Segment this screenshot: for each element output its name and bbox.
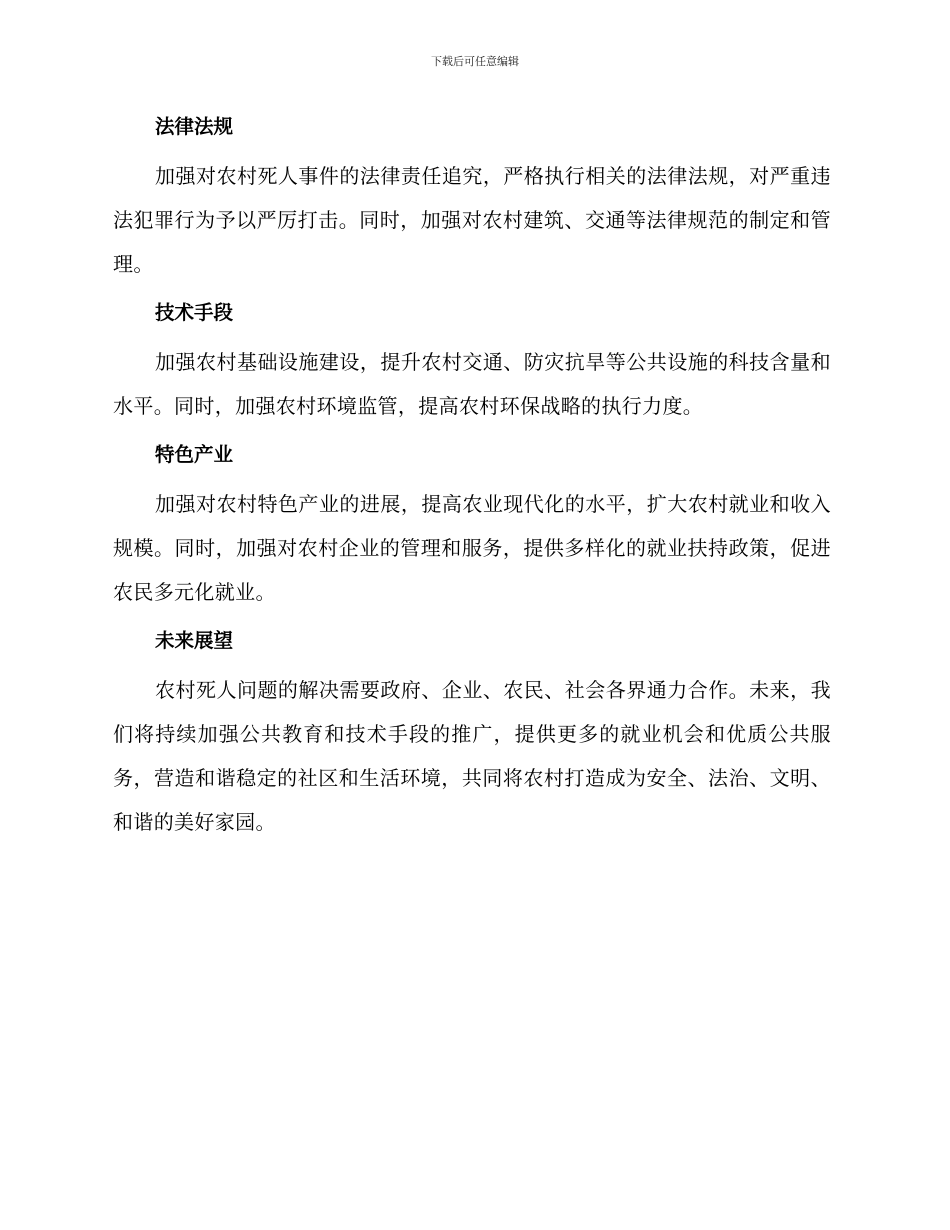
section-legal — [113, 108, 831, 286]
section-heading: 未来展望 — [155, 629, 234, 652]
section-paragraph: 农村死人问题的解决需要政府、企业、农民、社会各界通力合作。未来，我们将持续加强公共教育和技术手段的推广，提供更多的就业机会和优质公共服务，营造和谐稳定的社区和生活环境，共同将农村打造成为安全、法治、文明、和谐的美好家园。 — [113, 678, 831, 834]
section-technology — [113, 294, 831, 428]
section-outlook — [113, 622, 831, 844]
section-paragraph: 加强对农村死人事件的法律责任追究，严格执行相关的法律法规，对严重违法犯罪行为予以严厉打击。同时，加强对农村建筑、交通等法律规范的制定和管理。 — [113, 164, 831, 276]
section-paragraph: 加强农村基础设施建设，提升农村交通、防灾抗旱等公共设施的科技含量和水平。同时，加强农村环境监管，提高农村环保战略的执行力度。 — [113, 350, 831, 418]
section-heading: 特色产业 — [155, 443, 234, 466]
section-heading: 技术手段 — [155, 301, 234, 324]
document-body — [113, 108, 831, 852]
section-heading: 法律法规 — [155, 115, 234, 138]
section-paragraph: 加强对农村特色产业的进展，提高农业现代化的水平，扩大农村就业和收入规模。同时，加强对农村企业的管理和服务，提供多样化的就业扶持政策，促进农民多元化就业。 — [113, 492, 831, 604]
page-header-note: 下载后可任意编辑 — [431, 55, 519, 68]
section-industry — [113, 436, 831, 614]
